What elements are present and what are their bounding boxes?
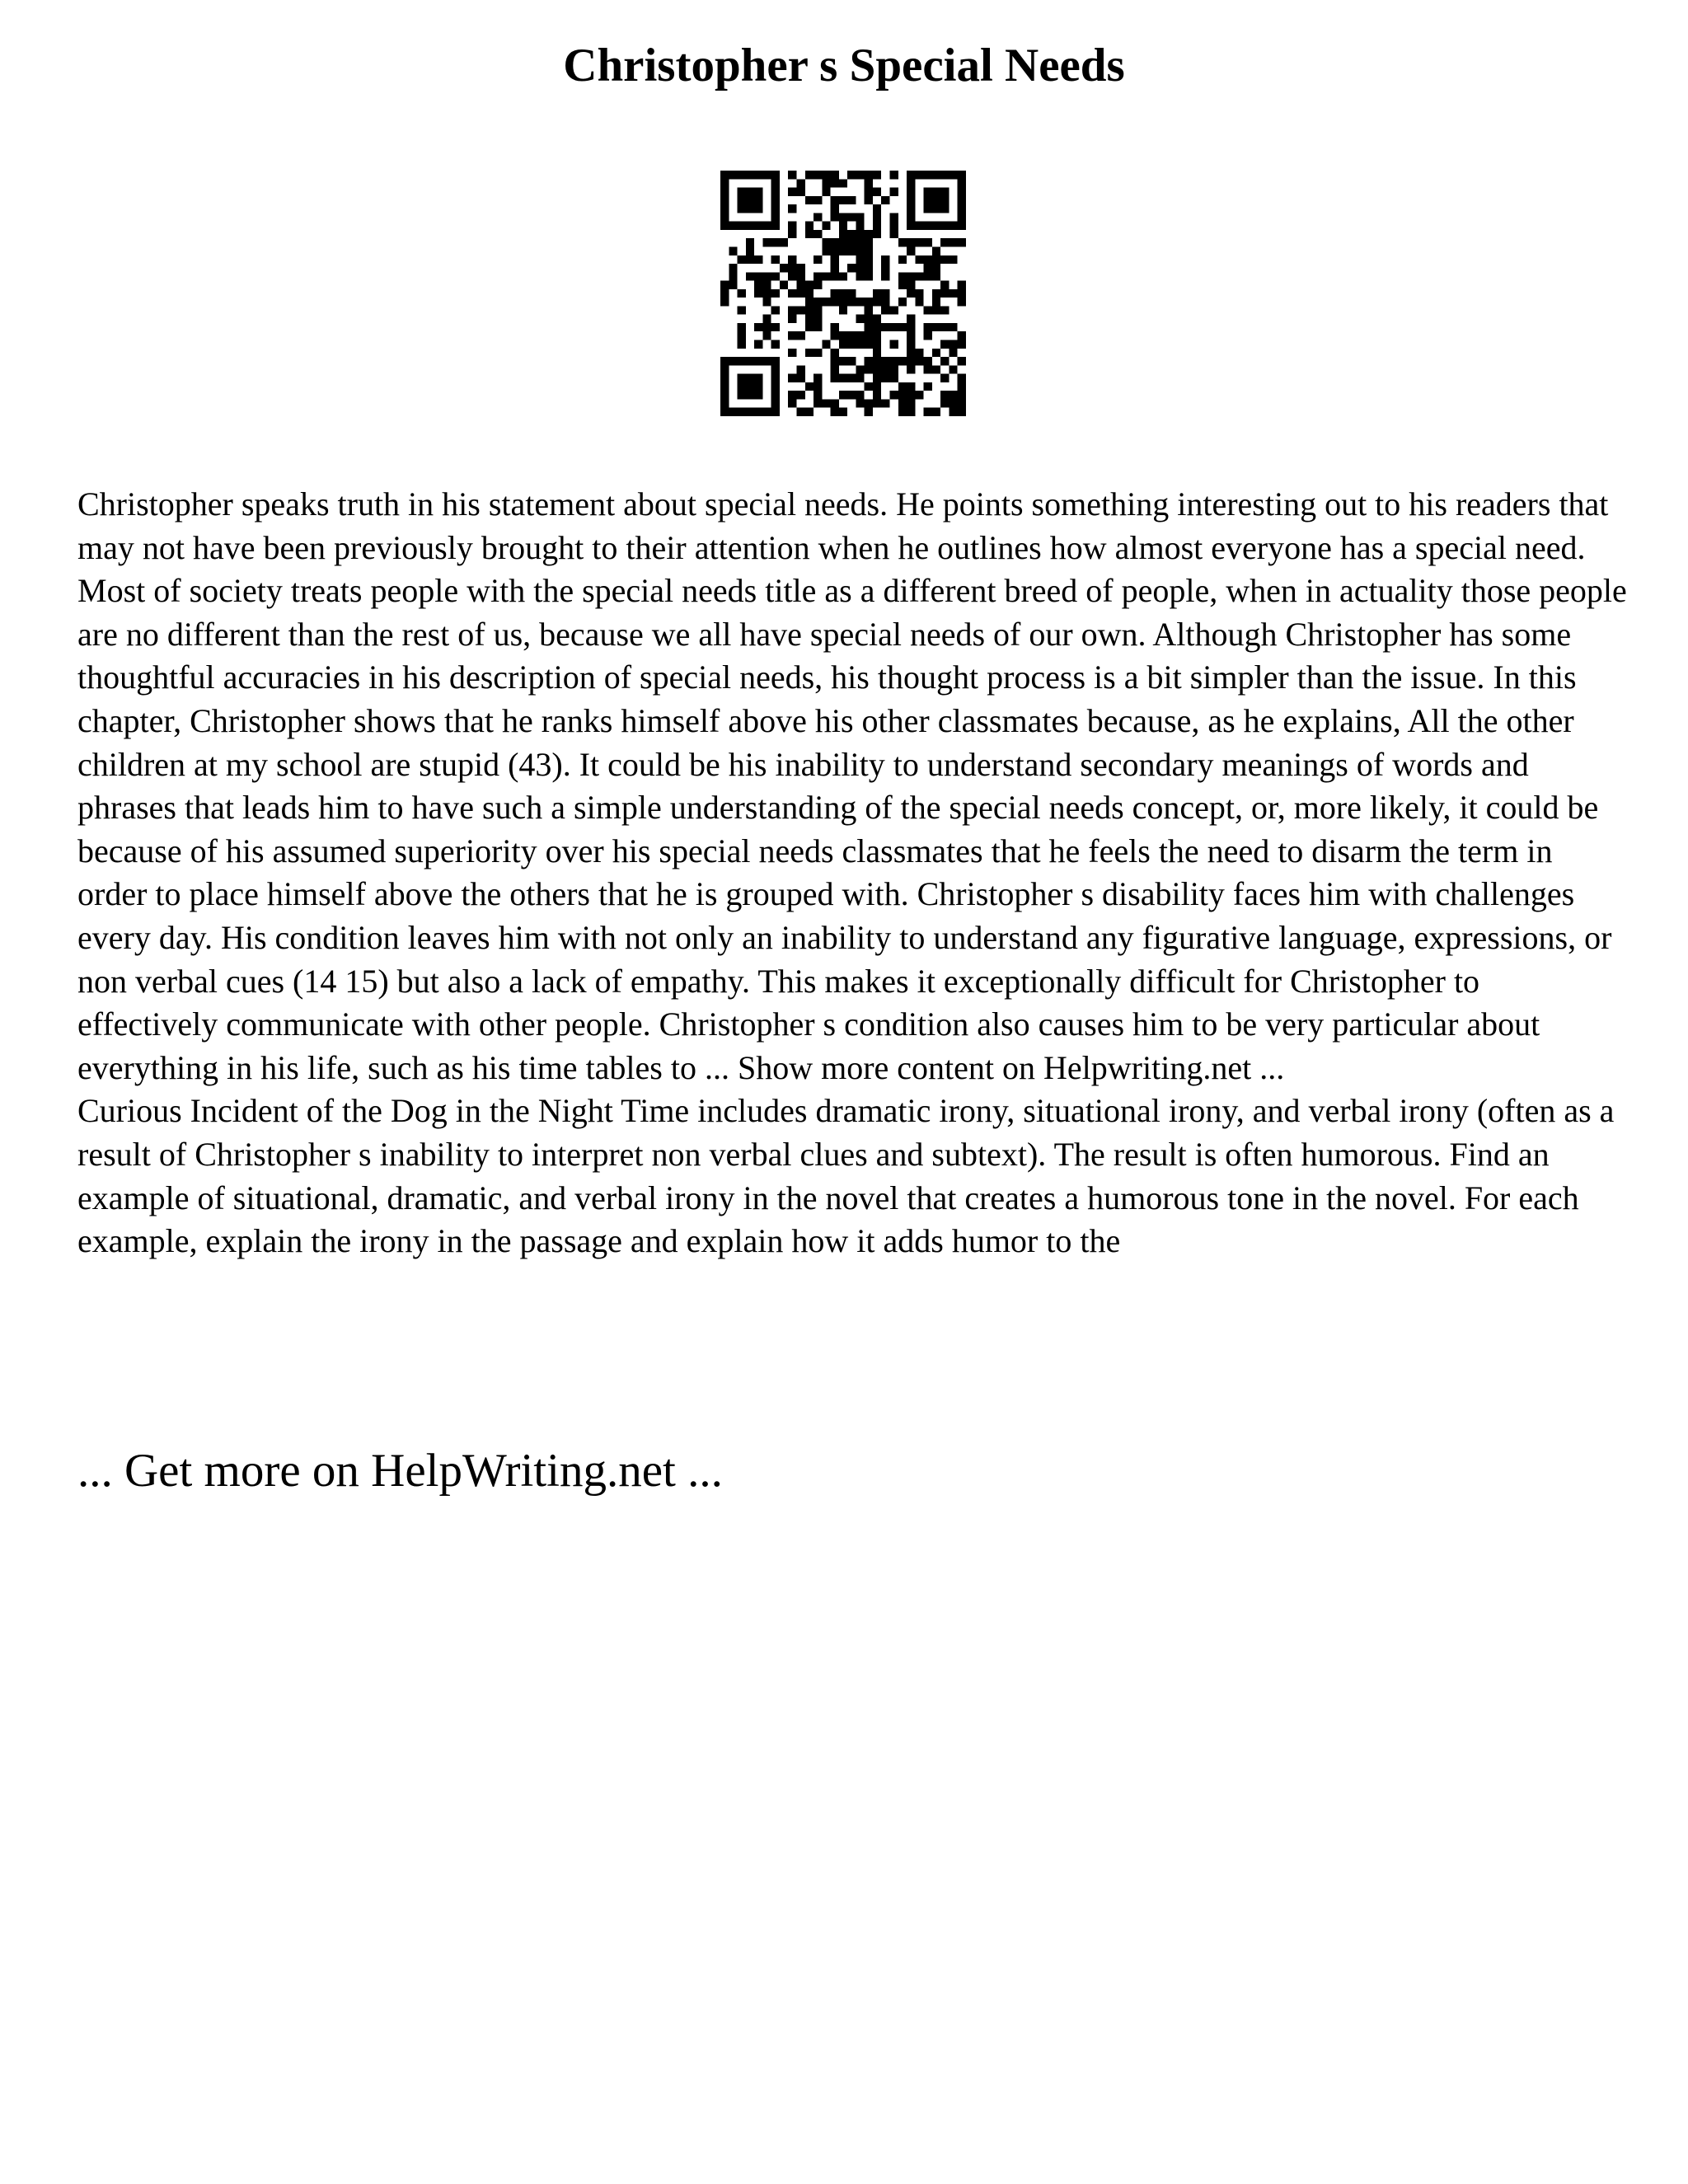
article-body — [77, 483, 1627, 1263]
paragraph: Curious Incident of the Dog in the Night Time includes dramatic irony, situational irony, and verbal irony (often as a result of Christopher s inability to interpret non verbal clues and subtext). The result is often humorous. Find an example of situational, dramatic, and verbal irony in the novel that creates a humorous tone in the novel. For each example, explain the irony in the passage and explain how it adds humor to the — [77, 1092, 1615, 1260]
qr-code-icon — [720, 171, 966, 416]
page-title: Christopher s Special Needs — [563, 40, 1125, 91]
paragraph: Christopher speaks truth in his statement about special needs. He points something interesting out to his readers that may not have been previously brought to their attention when he outlines how almost everyone has a special need. Most of society treats people with the special needs title as a different breed of people, when in actuality those people are no different than the rest of us, because we all have special needs of our own. Although Christopher has some thoughtful accuracies in his description of special needs, his thought process is a bit simpler than the issue. In this chapter, Christopher shows that he ranks himself above his other classmates because, as he explains, All the other children at my school are stupid (43). It could be his inability to understand secondary meanings of words and phrases that leads him to have such a simple understanding of the special needs concept, or, more likely, it could be because of his assumed superiority over his special needs classmates that he feels the need to disarm the term in order to place himself above the others that he is grouped with. Christopher s disability faces him with challenges every day. His condition leaves him with not only an inability to understand any figurative language, expressions, or non verbal cues (14 15) but also a lack of empathy. This makes it exceptionally difficult for Christopher to effectively communicate with other people. Christopher s condition also causes him to be very particular about everything in his life, such as his time tables to ... Show more content on Helpwriting.net ... — [77, 485, 1627, 1086]
get-more-link[interactable]: ... Get more on HelpWriting.net ... — [77, 1445, 723, 1497]
